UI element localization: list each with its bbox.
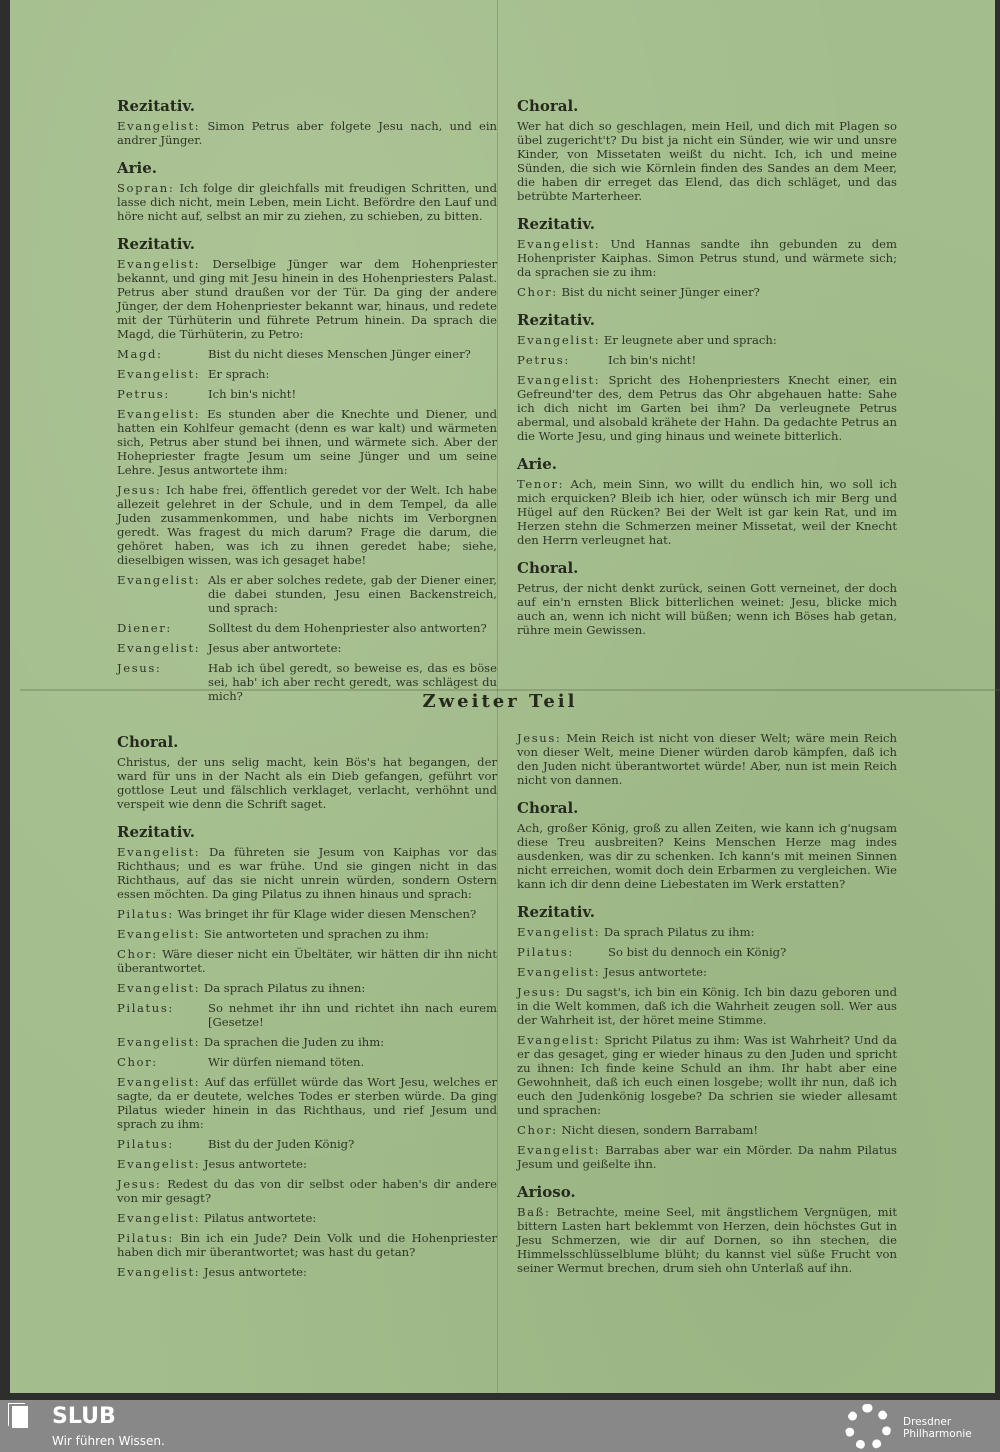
- libretto-entry: [517, 925, 897, 939]
- entry-text: Du sagst's, ich bin ein König. Ich bin dazu geboren und in die Welt kommen, daß ich die Wahrheit zeugen soll. Wer aus der Wahrheit ist, der höret meine Stimme.: [517, 985, 897, 1027]
- libretto-entry: [117, 981, 497, 995]
- entry-text: Auf das erfüllet würde das Wort Jesu, welches er sagte, da er deutete, welches Todes er sterben würde. Da ging Pilatus wieder hinein in das Richthaus, und rief Jesum und sprach zu ihm:: [117, 1075, 497, 1131]
- speaker-label: Evangelist:: [117, 257, 201, 271]
- section-heading: Choral.: [117, 733, 179, 751]
- speaker-label: Jesus:: [117, 483, 162, 497]
- libretto-entry: [117, 407, 497, 477]
- section-heading: Choral.: [517, 97, 579, 115]
- entry-text: Barrabas aber war ein Mörder. Da nahm Pilatus Jesum und geißelte ihn.: [517, 1143, 898, 1171]
- column-top-left: [117, 97, 497, 709]
- libretto-entry: [517, 1205, 897, 1275]
- section-heading: Rezitativ.: [517, 903, 595, 921]
- entry-text: Sie antworteten und sprachen zu ihm:: [203, 927, 429, 941]
- libretto-entry: [117, 1211, 497, 1225]
- speaker-label: Evangelist:: [117, 119, 201, 133]
- entry-text: Solltest du dem Hohenpriester also antworten?: [208, 621, 487, 635]
- section-heading: Rezitativ.: [117, 823, 195, 841]
- speaker-label: Diener:: [117, 621, 172, 635]
- libretto-entry: [117, 947, 497, 975]
- speaker-label: Pilatus:: [117, 907, 174, 921]
- speaker-label: Evangelist:: [517, 237, 601, 251]
- entry-text: Bist du nicht seiner Jünger einer?: [561, 285, 760, 299]
- speaker-label: Evangelist:: [517, 1143, 601, 1157]
- speaker-label: Jesus:: [517, 731, 562, 745]
- speaker-label: Evangelist:: [517, 965, 601, 979]
- speaker-label: Jesus:: [117, 1177, 162, 1191]
- section-heading: Choral.: [517, 799, 579, 817]
- section-heading: Rezitativ.: [117, 97, 195, 115]
- libretto-entry: [117, 641, 497, 655]
- entry-text: Ach, großer König, groß zu allen Zeiten, wie kann ich g'nugsam diese Treu ausbreiten? Keins Menschen Herze mag indes ausdenken, was dir zu schenken. Ich kann's mit meinen Sinnen nicht erreichen, womit doch dein Erbarmen zu vergleichen. Wie kann ich dir denn deine Liebestaten im Werk erstatten?: [517, 821, 897, 891]
- libretto-entry: [117, 387, 497, 401]
- libretto-entry: [117, 755, 497, 811]
- speaker-label: Chor:: [517, 285, 558, 299]
- section-heading: Rezitativ.: [117, 235, 195, 253]
- section-heading: Arioso.: [517, 1183, 576, 1201]
- libretto-entry: [117, 621, 497, 635]
- entry-text: Er sprach:: [208, 367, 270, 381]
- libretto-entry: [117, 367, 497, 381]
- speaker-label: Evangelist:: [117, 641, 201, 655]
- section-heading: Arie.: [117, 159, 158, 177]
- speaker-label: Evangelist:: [117, 367, 201, 381]
- slub-book-icon: [12, 1406, 28, 1428]
- entry-text: Derselbige Jünger war dem Hohenpriester bekannt, und ging mit Jesu hinein in des Hohenpriesters Palast. Petrus aber stund draußen vor der Tür. Da ging der andere Jünger, der dem Hohenpriester bekannt war, hinaus, und redete mit der Türhüterin und führete Petrum hinein. Da sprach die Magd, die Türhüterin, zu Petro:: [117, 257, 497, 341]
- entry-text: Bist du nicht dieses Menschen Jünger einer?: [208, 347, 471, 361]
- speaker-label: Tenor:: [517, 477, 565, 491]
- entry-text: Jesus antwortete:: [203, 1157, 307, 1171]
- entry-text: Ich bin's nicht!: [208, 387, 297, 401]
- entry-text: Redest du das von dir selbst oder haben's dir andere von mir gesagt?: [117, 1177, 497, 1205]
- libretto-entry: [517, 373, 897, 443]
- libretto-entry: [117, 1075, 497, 1131]
- libretto-entry: [117, 483, 497, 567]
- speaker-label: Chor:: [117, 947, 158, 961]
- section-heading: Arie.: [517, 455, 558, 473]
- libretto-entry: [117, 1035, 497, 1049]
- footer-bar: [0, 1400, 1000, 1452]
- entry-text: Es stunden aber die Knechte und Diener, und hatten ein Kohlfeur gemacht (denn es war kalt) und wärmeten sich, Petrus aber stund bei ihnen, und wärmete sich. Aber der Hohepriester fragte Jesum um seine Jünger und um seine Lehre. Jesus antwortete ihm:: [117, 407, 498, 477]
- philharmonie-line1: Dresdner: [903, 1416, 952, 1428]
- libretto-entry: [517, 821, 897, 891]
- libretto-entry: [517, 237, 897, 279]
- column-top-right: [517, 97, 897, 643]
- libretto-entry: [117, 907, 497, 921]
- entry-text: Bist du der Juden König?: [208, 1137, 355, 1151]
- philharmonie-logo-icon: [845, 1404, 891, 1450]
- speaker-label: Evangelist:: [117, 1265, 201, 1279]
- libretto-entry: [117, 257, 497, 341]
- speaker-label: Magd:: [117, 347, 163, 361]
- entry-text: Er leugnete aber und sprach:: [603, 333, 777, 347]
- entry-text: Simon Petrus aber folgete Jesu nach, und ein andrer Jünger.: [117, 119, 497, 147]
- libretto-entry: [117, 1055, 497, 1069]
- entry-text: Wir dürfen niemand töten.: [208, 1055, 365, 1069]
- entry-text: Pilatus antwortete:: [203, 1211, 317, 1225]
- libretto-entry: [117, 1137, 497, 1151]
- speaker-label: Evangelist:: [117, 1075, 201, 1089]
- entry-text: Jesus aber antwortete:: [208, 641, 342, 655]
- speaker-label: Pilatus:: [117, 1231, 174, 1245]
- libretto-entry: [517, 945, 897, 959]
- philharmonie-line2: Philharmonie: [903, 1428, 972, 1440]
- entry-text: Und Hannas sandte ihn gebunden zu dem Hohenprister Kaiphas. Simon Petrus stund, und wärmete sich; da sprachen sie zu ihm:: [517, 237, 897, 279]
- libretto-entry: [517, 1123, 897, 1137]
- speaker-label: Evangelist:: [517, 333, 601, 347]
- speaker-label: Evangelist:: [117, 927, 201, 941]
- speaker-label: Chor:: [517, 1123, 558, 1137]
- entry-text: Betrachte, meine Seel, mit ängstlichem Vergnügen, mit bittern Lasten hart beklemmt von Herzen, dein höchstes Gut in Jesu Schmerzen, wie dir auf Dornen, so ihn stechen, die Himmelsschlüsselblume blüht; du kannst viel süße Frucht von seiner Wermut brechen, drum sieh ohn Unterlaß auf ihn.: [517, 1205, 897, 1275]
- speaker-label: Jesus:: [117, 661, 162, 675]
- entry-text: Als er aber solches redete, gab der Diener einer, die dabei stunden, Jesu einen Backenstreich, und sprach:: [208, 573, 497, 615]
- speaker-label: Evangelist:: [517, 1033, 601, 1047]
- speaker-label: Evangelist:: [117, 407, 201, 421]
- libretto-entry: [117, 1157, 497, 1171]
- libretto-entry: [117, 927, 497, 941]
- entry-text: Christus, der uns selig macht, kein Bös's hat begangen, der ward für uns in der Nacht als ein Dieb gefangen, geführt vor gottlose Leut und fälschlich verklaget, verlacht, verhöhnt und verspeit wie denn die Schrift saget.: [117, 755, 497, 811]
- libretto-entry: [517, 985, 897, 1027]
- libretto-entry: [517, 119, 897, 203]
- speaker-label: Petrus:: [117, 387, 170, 401]
- entry-text: Wäre dieser nicht ein Übeltäter, wir hätten dir ihn nicht überantwortet.: [117, 947, 497, 975]
- entry-text: Wer hat dich so geschlagen, mein Heil, und dich mit Plagen so übel zugericht't? Du bist ja nicht ein Sünder, wie wir und unsre Kinder, von Missetaten weißt du nicht. Ich, ich und meine Sünden, die sich wie Körnlein finden des Sandes an dem Meer, die haben dir erreget das Elend, das dich schläget, und das betrübte Marterheer.: [517, 119, 897, 203]
- section-heading: Choral.: [517, 559, 579, 577]
- entry-text: Jesus antwortete:: [603, 965, 707, 979]
- libretto-entry: [517, 1033, 897, 1117]
- libretto-entry: [517, 581, 897, 637]
- speaker-label: Evangelist:: [517, 925, 601, 939]
- entry-text: Nicht diesen, sondern Barrabam!: [561, 1123, 759, 1137]
- entry-text: Ich folge dir gleichfalls mit freudigen Schritten, und lasse dich nicht, mein Leben, mein Licht. Befördre den Lauf und höre nicht auf, selbst an mir zu ziehen, zu schieben, zu bitten.: [117, 181, 497, 223]
- libretto-entry: [117, 119, 497, 147]
- entry-text: Ach, mein Sinn, wo willt du endlich hin, wo soll ich mich erquicken? Bleib ich hier, oder wünsch ich mir Berg und Hügel auf den Rücken? Bei der Welt ist gar kein Rat, und im Herzen stehn die Schmerzen meiner Missetat, weil der Knecht den Herrn verleugnet hat.: [517, 477, 897, 547]
- libretto-entry: [117, 1177, 497, 1205]
- speaker-label: Baß:: [517, 1205, 551, 1219]
- speaker-label: Evangelist:: [117, 1157, 201, 1171]
- speaker-label: Evangelist:: [117, 981, 201, 995]
- libretto-entry: [117, 1001, 497, 1029]
- libretto-entry: [517, 285, 897, 299]
- part-title: Zweiter Teil: [422, 691, 578, 712]
- entry-text: Hab ich übel geredt, so beweise es, das es böse sei, hab' ich aber recht geredt, was schlägest du mich?: [208, 661, 497, 703]
- speaker-label: Sopran:: [117, 181, 175, 195]
- entry-text: Spricht des Hohenpriesters Knecht einer, ein Gefreund'ter des, dem Petrus das Ohr abgehauen hatte: Sahe ich dich nicht im Garten bei ihm? Da verleugnete Petrus abermal, und alsobald krähete der Hahn. Da gedachte Petrus an die Worte Jesu, und ging hinaus und weinete bitterlich.: [517, 373, 897, 443]
- speaker-label: Pilatus:: [517, 945, 574, 959]
- entry-text: Ich habe frei, öffentlich geredet vor der Welt. Ich habe allezeit gelehret in der Schule, und in dem Tempel, da alle Juden zusammenkommen, und habe nichts im Verborgnen geredt. Was fragest du mich darum? Frage die darum, die gehöret haben, was ich zu ihnen geredet habe; siehe, dieselbigen wissen, was ich gesaget habe!: [117, 483, 497, 567]
- libretto-entry: [117, 347, 497, 361]
- speaker-label: Petrus:: [517, 353, 570, 367]
- entry-text: Ich bin's nicht!: [608, 353, 697, 367]
- entry-text: Jesus antwortete:: [203, 1265, 307, 1279]
- libretto-entry: [117, 1265, 497, 1279]
- entry-text: Mein Reich ist nicht von dieser Welt; wäre mein Reich von dieser Welt, meine Diener würden darob kämpfen, daß ich den Juden nicht überantwortet würde! Aber, nun ist mein Reich nicht von dannen.: [517, 731, 897, 787]
- libretto-entry: [517, 353, 897, 367]
- libretto-entry: [117, 1231, 497, 1259]
- libretto-entry: [117, 181, 497, 223]
- speaker-label: Pilatus:: [117, 1001, 174, 1015]
- philharmonie-logo[interactable]: [903, 1416, 972, 1440]
- section-heading: Rezitativ.: [517, 215, 595, 233]
- libretto-entry: [117, 573, 497, 615]
- speaker-label: Chor:: [117, 1055, 158, 1069]
- speaker-label: Evangelist:: [517, 373, 601, 387]
- libretto-entry: [117, 845, 497, 901]
- column-bottom-left: [117, 733, 497, 1285]
- entry-text: Was bringet ihr für Klage wider diesen Menschen?: [177, 907, 477, 921]
- entry-text: Da führeten sie Jesum von Kaiphas vor das Richthaus; und es war frühe. Und sie gingen nicht in das Richthaus, auf das sie nicht unrein würden, sondern Ostern essen möchten. Da ging Pilatus zu ihnen hinaus und sprach:: [117, 845, 497, 901]
- column-bottom-right: [517, 731, 897, 1281]
- speaker-label: Jesus:: [517, 985, 562, 999]
- speaker-label: Evangelist:: [117, 845, 201, 859]
- section-heading: Rezitativ.: [517, 311, 595, 329]
- libretto-entry: [517, 1143, 897, 1171]
- libretto-entry: [517, 965, 897, 979]
- entry-text: Da sprachen die Juden zu ihm:: [203, 1035, 385, 1049]
- entry-text: Petrus, der nicht denkt zurück, seinen Gott verneinet, der doch auf ein'n ernsten Blick bitterlichen weinet: Jesu, blicke mich auch an, wenn ich nicht will büßen; wenn ich Böses hab getan, rühre mein Gewissen.: [517, 581, 897, 637]
- speaker-label: Pilatus:: [117, 1137, 174, 1151]
- entry-text: So nehmet ihr ihn und richtet ihn nach eurem [Gesetze!: [208, 1001, 497, 1029]
- entry-text: Spricht Pilatus zu ihm: Was ist Wahrheit? Und da er das gesaget, ging er wieder hinaus zu den Juden und spricht zu ihnen: Ich finde keine Schuld an ihm. Ihr habt aber eine Gewohnheit, daß ich euch einen losgebe; wollt ihr nun, daß ich euch den Judenkönig losgebe? Da schrien sie wieder allesamt und sprachen:: [517, 1033, 898, 1117]
- entry-text: Bin ich ein Jude? Dein Volk und die Hohenpriester haben dich mir überantwortet; was hast du getan?: [117, 1231, 497, 1259]
- speaker-label: Evangelist:: [117, 1035, 201, 1049]
- libretto-entry: [517, 477, 897, 547]
- slub-logo[interactable]: SLUB: [52, 1404, 116, 1429]
- speaker-label: Evangelist:: [117, 1211, 201, 1225]
- entry-text: So bist du dennoch ein König?: [608, 945, 787, 959]
- entry-text: Da sprach Pilatus zu ihnen:: [203, 981, 366, 995]
- speaker-label: Evangelist:: [117, 573, 201, 587]
- slub-tagline: Wir führen Wissen.: [52, 1434, 165, 1448]
- libretto-entry: [517, 333, 897, 347]
- entry-text: Da sprach Pilatus zu ihm:: [603, 925, 755, 939]
- libretto-entry: [517, 731, 897, 787]
